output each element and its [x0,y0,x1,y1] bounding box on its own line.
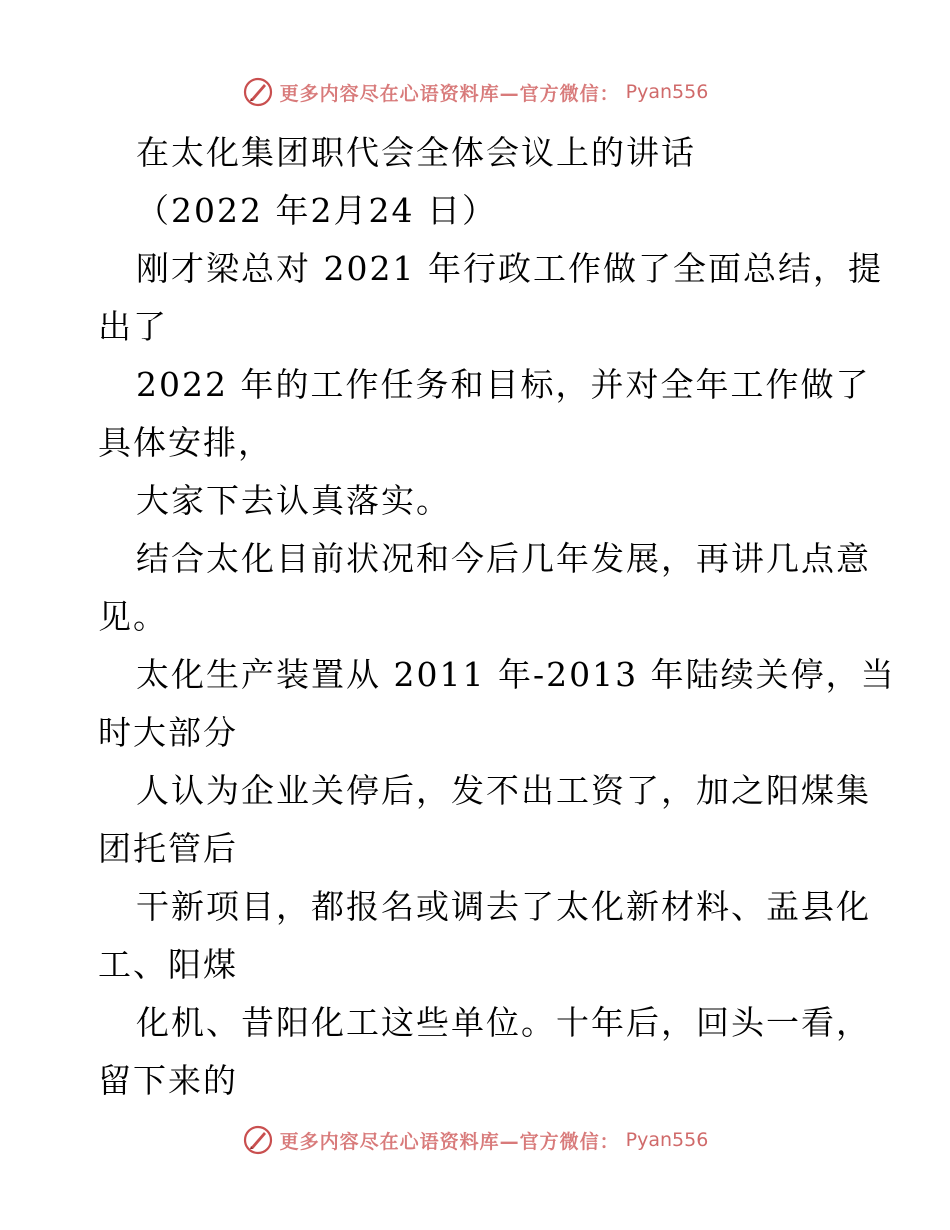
watermark-text: 更多内容尽在心语资料库—官方微信： [279,82,620,105]
feather-pen-logo-icon [242,76,274,108]
paragraph-line: 干新项目，都报名或调去了太化新材料、盂县化 [136,887,871,926]
paragraph-line: 2022 年的工作任务和目标，并对全年工作做了 [136,365,871,404]
document-date: （2022 年2月24 日） [136,191,497,230]
paragraph-line: 见。 [98,597,168,636]
paragraph-line: 太化生产装置从 2011 年-2013 年陆续关停，当 [136,655,896,694]
document-body [98,124,896,1110]
header-watermark [0,72,950,112]
paragraph-line: 时大部分 [98,713,238,752]
paragraph-line: 工、阳煤 [98,945,238,984]
paragraph-line: 刚才梁总对 2021 年行政工作做了全面总结，提 [136,249,883,288]
watermark-wechat-id: Pyan556 [625,1129,709,1151]
watermark-wechat-id: Pyan556 [625,81,709,103]
paragraph-line: 大家下去认真落实。 [136,481,451,520]
paragraph-line: 具体安排， [98,423,273,462]
paragraph-line: 结合太化目前状况和今后几年发展，再讲几点意 [136,539,871,578]
watermark-text: 更多内容尽在心语资料库—官方微信： [279,1130,620,1153]
paragraph-line: 出了 [98,307,168,346]
feather-pen-logo-icon [242,1124,274,1156]
paragraph-line: 人认为企业关停后，发不出工资了，加之阳煤集 [136,771,871,810]
document-title: 在太化集团职代会全体会议上的讲话 [136,133,696,172]
footer-watermark [0,1120,950,1160]
paragraph-line: 团托管后 [98,829,238,868]
paragraph-line: 留下来的 [98,1061,238,1100]
paragraph-line: 化机、昔阳化工这些单位。十年后，回头一看， [136,1003,871,1042]
